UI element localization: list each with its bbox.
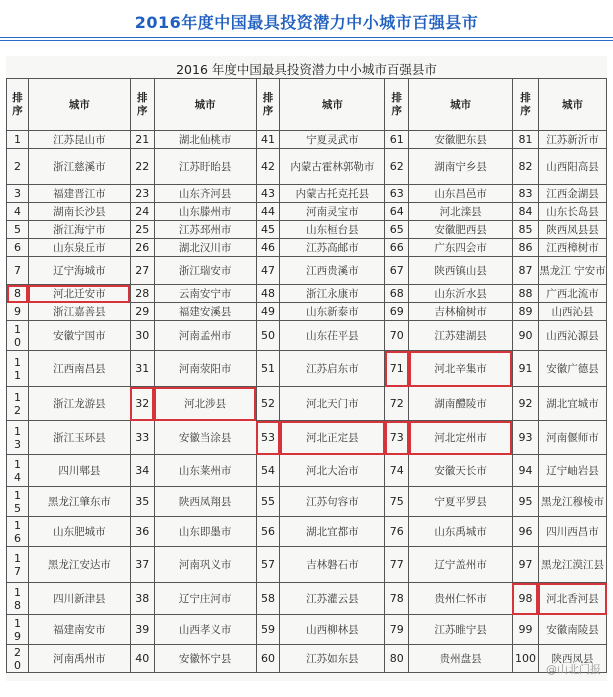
rank-cell: 28 (130, 285, 154, 303)
rank-cell: 1 2 (7, 387, 29, 421)
city-cell: 浙江海宁市 (28, 221, 130, 239)
rank-cell: 53 (256, 421, 280, 455)
rank-cell: 96 (512, 517, 538, 547)
rank-cell: 50 (256, 321, 280, 351)
city-cell: 江西南昌县 (28, 351, 130, 387)
rank-cell: 4 (7, 203, 29, 221)
city-cell: 辽宁庄河市 (154, 583, 256, 615)
city-cell: 宁夏灵武市 (280, 131, 385, 149)
city-cell-highlighted: 河北定州市 (409, 421, 513, 455)
city-cell: 黑龙江 宁安市 (538, 257, 606, 285)
city-cell: 江西金湖县 (538, 185, 606, 203)
rank-cell: 68 (385, 285, 409, 303)
rank-cell: 84 (512, 203, 538, 221)
city-cell: 吉林磐石市 (280, 547, 385, 583)
rank-cell: 98 (512, 583, 538, 615)
city-cell: 山西阳高县 (538, 149, 606, 185)
document-title: 2016 年度中国最具投资潜力中小城市百强县市 (176, 62, 437, 77)
city-cell: 湖南长沙县 (28, 203, 130, 221)
city-cell: 湖南醴陵市 (409, 387, 513, 421)
city-cell-highlighted: 河北香河县 (538, 583, 606, 615)
rank-cell: 71 (385, 351, 409, 387)
city-cell: 黑龙江穆棱市 (538, 487, 606, 517)
city-cell: 山西沁县 (538, 303, 606, 321)
ranking-table (6, 78, 607, 673)
rank-cell: 1 7 (7, 547, 29, 583)
rank-cell: 24 (130, 203, 154, 221)
rank-cell: 80 (385, 645, 409, 673)
rank-cell: 87 (512, 257, 538, 285)
city-cell: 黑龙江漠江县 (538, 547, 606, 583)
rank-cell: 55 (256, 487, 280, 517)
rank-cell: 40 (130, 645, 154, 673)
rank-header: 排 序 (256, 79, 280, 131)
table-row (7, 645, 607, 673)
city-cell: 河南孟州市 (154, 321, 256, 351)
rank-cell: 41 (256, 131, 280, 149)
table-row (7, 285, 607, 303)
rank-cell: 78 (385, 583, 409, 615)
city-cell: 辽宁海城市 (28, 257, 130, 285)
city-cell: 陕西镇山县 (409, 257, 513, 285)
rank-cell: 34 (130, 455, 154, 487)
rank-cell: 86 (512, 239, 538, 257)
city-cell: 江西樟树市 (538, 239, 606, 257)
rank-cell: 42 (256, 149, 280, 185)
city-cell: 江苏睢宁县 (409, 615, 513, 645)
city-cell: 陕西凤县县 (538, 221, 606, 239)
city-cell: 山东莱州市 (154, 455, 256, 487)
rank-cell: 94 (512, 455, 538, 487)
rank-cell: 65 (385, 221, 409, 239)
city-cell: 湖北汉川市 (154, 239, 256, 257)
city-cell: 四川郫县 (28, 455, 130, 487)
table-row (7, 131, 607, 149)
city-cell: 广西北流市 (538, 285, 606, 303)
rank-cell: 5 (7, 221, 29, 239)
header-divider-lower (0, 40, 613, 41)
rank-cell: 44 (256, 203, 280, 221)
rank-cell: 76 (385, 517, 409, 547)
rank-cell: 2 0 (7, 645, 29, 673)
rank-cell: 37 (130, 547, 154, 583)
city-cell: 贵州仁怀市 (409, 583, 513, 615)
city-cell: 福建安溪县 (154, 303, 256, 321)
rank-cell: 61 (385, 131, 409, 149)
rank-cell: 69 (385, 303, 409, 321)
rank-cell: 47 (256, 257, 280, 285)
city-header: 城市 (154, 79, 256, 131)
city-header: 城市 (28, 79, 130, 131)
table-row (7, 387, 607, 421)
city-cell: 江西贵溪市 (280, 257, 385, 285)
rank-cell: 38 (130, 583, 154, 615)
city-cell: 广东四会市 (409, 239, 513, 257)
table-row (7, 421, 607, 455)
city-cell: 贵州盘县 (409, 645, 513, 673)
city-cell: 山西孝义市 (154, 615, 256, 645)
city-cell: 河南荥阳市 (154, 351, 256, 387)
city-cell: 江苏建湖县 (409, 321, 513, 351)
city-cell: 黑龙江安达市 (28, 547, 130, 583)
city-cell: 吉林榆树市 (409, 303, 513, 321)
rank-cell: 33 (130, 421, 154, 455)
city-cell: 江苏昆山市 (28, 131, 130, 149)
city-cell: 山东茌平县 (280, 321, 385, 351)
rank-cell: 3 (7, 185, 29, 203)
city-cell-highlighted: 河北迁安市 (28, 285, 130, 303)
header-row (7, 79, 607, 131)
city-cell: 河北天门市 (280, 387, 385, 421)
rank-cell: 72 (385, 387, 409, 421)
table-row (7, 351, 607, 387)
rank-cell: 35 (130, 487, 154, 517)
rank-cell: 82 (512, 149, 538, 185)
table-row (7, 583, 607, 615)
rank-cell: 90 (512, 321, 538, 351)
table-row (7, 487, 607, 517)
rank-cell: 36 (130, 517, 154, 547)
city-cell: 山东昌邑市 (409, 185, 513, 203)
rank-cell: 59 (256, 615, 280, 645)
rank-cell: 1 4 (7, 455, 29, 487)
city-cell: 山东长岛县 (538, 203, 606, 221)
rank-cell: 70 (385, 321, 409, 351)
rank-cell: 100 (512, 645, 538, 673)
rank-cell: 63 (385, 185, 409, 203)
city-cell: 黑龙江肇东市 (28, 487, 130, 517)
rank-cell: 52 (256, 387, 280, 421)
city-cell: 江苏盱眙县 (154, 149, 256, 185)
rank-cell: 66 (385, 239, 409, 257)
city-cell: 山东泉丘市 (28, 239, 130, 257)
city-cell: 福建晋江市 (28, 185, 130, 203)
table-row (7, 321, 607, 351)
city-cell: 湖北仙桃市 (154, 131, 256, 149)
rank-cell: 97 (512, 547, 538, 583)
rank-cell: 2 (7, 149, 29, 185)
rank-cell: 51 (256, 351, 280, 387)
rank-cell: 1 9 (7, 615, 29, 645)
rank-cell: 29 (130, 303, 154, 321)
table-row (7, 221, 607, 239)
rank-cell: 30 (130, 321, 154, 351)
city-cell: 河南巩义市 (154, 547, 256, 583)
city-cell: 辽宁岫岩县 (538, 455, 606, 487)
rank-cell: 32 (130, 387, 154, 421)
rank-cell: 77 (385, 547, 409, 583)
city-header: 城市 (409, 79, 513, 131)
rank-cell: 89 (512, 303, 538, 321)
table-row (7, 149, 607, 185)
city-cell: 山东禹城市 (409, 517, 513, 547)
rank-cell: 7 (7, 257, 29, 285)
rank-cell: 88 (512, 285, 538, 303)
ranking-document-image (6, 56, 607, 681)
city-cell: 辽宁盖州市 (409, 547, 513, 583)
rank-cell: 62 (385, 149, 409, 185)
table-row (7, 547, 607, 583)
rank-cell: 91 (512, 351, 538, 387)
city-cell: 安徽怀宁县 (154, 645, 256, 673)
table-row (7, 615, 607, 645)
rank-cell: 57 (256, 547, 280, 583)
city-header: 城市 (538, 79, 606, 131)
city-cell: 安徽天长市 (409, 455, 513, 487)
city-cell: 云南安宁市 (154, 285, 256, 303)
rank-cell: 99 (512, 615, 538, 645)
city-cell: 湖南宁乡县 (409, 149, 513, 185)
rank-cell: 31 (130, 351, 154, 387)
article-header (0, 0, 613, 40)
city-cell: 浙江瑞安市 (154, 257, 256, 285)
rank-cell: 8 (7, 285, 29, 303)
city-cell: 山东新泰市 (280, 303, 385, 321)
city-cell-highlighted: 河北正定县 (280, 421, 385, 455)
city-cell: 宁夏平罗县 (409, 487, 513, 517)
rank-cell: 81 (512, 131, 538, 149)
city-cell: 山东肥城市 (28, 517, 130, 547)
city-cell: 山东桓台县 (280, 221, 385, 239)
city-cell: 浙江龙游县 (28, 387, 130, 421)
rank-cell: 60 (256, 645, 280, 673)
rank-cell: 67 (385, 257, 409, 285)
rank-header: 排 序 (385, 79, 409, 131)
rank-cell: 64 (385, 203, 409, 221)
city-cell: 安徽宁国市 (28, 321, 130, 351)
rank-cell: 22 (130, 149, 154, 185)
city-cell: 江苏新沂市 (538, 131, 606, 149)
rank-cell: 26 (130, 239, 154, 257)
rank-cell: 79 (385, 615, 409, 645)
rank-cell: 39 (130, 615, 154, 645)
rank-cell: 74 (385, 455, 409, 487)
city-cell: 江苏灌云县 (280, 583, 385, 615)
rank-header: 排 序 (7, 79, 29, 131)
city-cell: 安徽当涂县 (154, 421, 256, 455)
rank-cell: 23 (130, 185, 154, 203)
rank-header: 排 序 (130, 79, 154, 131)
city-cell: 河北大冶市 (280, 455, 385, 487)
table-row (7, 303, 607, 321)
city-cell: 江苏如东县 (280, 645, 385, 673)
rank-cell: 1 0 (7, 321, 29, 351)
rank-cell: 83 (512, 185, 538, 203)
table-row (7, 517, 607, 547)
rank-cell: 21 (130, 131, 154, 149)
rank-cell: 27 (130, 257, 154, 285)
city-cell: 内蒙古霍林郭勒市 (280, 149, 385, 185)
city-header: 城市 (280, 79, 385, 131)
city-cell: 河南偃师市 (538, 421, 606, 455)
city-cell: 河北滦县 (409, 203, 513, 221)
city-cell: 江苏句容市 (280, 487, 385, 517)
table-row (7, 455, 607, 487)
city-cell: 福建南安市 (28, 615, 130, 645)
rank-cell: 95 (512, 487, 538, 517)
city-cell: 江苏高邮市 (280, 239, 385, 257)
rank-cell: 58 (256, 583, 280, 615)
city-cell: 安徽广德县 (538, 351, 606, 387)
city-cell: 山东齐河县 (154, 185, 256, 203)
city-cell: 河南灵宝市 (280, 203, 385, 221)
rank-cell: 92 (512, 387, 538, 421)
city-cell: 山西柳林县 (280, 615, 385, 645)
city-cell: 安徽肥东县 (409, 131, 513, 149)
city-cell-highlighted: 河北涉县 (154, 387, 256, 421)
city-cell: 四川新津县 (28, 583, 130, 615)
city-cell: 浙江永康市 (280, 285, 385, 303)
city-cell: 山东滕州市 (154, 203, 256, 221)
rank-cell: 75 (385, 487, 409, 517)
city-cell: 陕西凤县 (538, 645, 606, 673)
city-cell: 江苏邳州市 (154, 221, 256, 239)
rank-cell: 56 (256, 517, 280, 547)
rank-cell: 46 (256, 239, 280, 257)
table-row (7, 239, 607, 257)
city-cell: 山西沁源县 (538, 321, 606, 351)
rank-cell: 25 (130, 221, 154, 239)
city-cell: 山东沂水县 (409, 285, 513, 303)
rank-cell: 9 (7, 303, 29, 321)
city-cell: 安徽南陵县 (538, 615, 606, 645)
city-cell: 陕西凤翔县 (154, 487, 256, 517)
rank-cell: 93 (512, 421, 538, 455)
city-cell: 湖北宜都市 (280, 517, 385, 547)
rank-cell: 43 (256, 185, 280, 203)
city-cell: 山东即墨市 (154, 517, 256, 547)
rank-cell: 1 8 (7, 583, 29, 615)
rank-header: 排 序 (512, 79, 538, 131)
city-cell: 安徽肥西县 (409, 221, 513, 239)
city-cell: 内蒙古托克托县 (280, 185, 385, 203)
city-cell: 浙江慈溪市 (28, 149, 130, 185)
city-cell: 江苏启东市 (280, 351, 385, 387)
city-cell: 河南禹州市 (28, 645, 130, 673)
rank-cell: 48 (256, 285, 280, 303)
table-row (7, 203, 607, 221)
rank-cell: 1 1 (7, 351, 29, 387)
rank-cell: 45 (256, 221, 280, 239)
article-title: 2016年度中国最具投资潜力中小城市百强县市 (134, 13, 479, 32)
rank-cell: 85 (512, 221, 538, 239)
rank-cell: 49 (256, 303, 280, 321)
watermark: @山北门报 (546, 663, 601, 676)
header-divider (0, 37, 613, 38)
table-row (7, 185, 607, 203)
rank-cell: 1 (7, 131, 29, 149)
city-cell-highlighted: 河北辛集市 (409, 351, 513, 387)
city-cell: 四川西昌市 (538, 517, 606, 547)
rank-cell: 73 (385, 421, 409, 455)
rank-cell: 6 (7, 239, 29, 257)
table-row (7, 257, 607, 285)
rank-cell: 54 (256, 455, 280, 487)
city-cell: 浙江玉环县 (28, 421, 130, 455)
rank-cell: 1 3 (7, 421, 29, 455)
rank-cell: 1 5 (7, 487, 29, 517)
city-cell: 浙江嘉善县 (28, 303, 130, 321)
rank-cell: 1 6 (7, 517, 29, 547)
city-cell: 湖北宜城市 (538, 387, 606, 421)
